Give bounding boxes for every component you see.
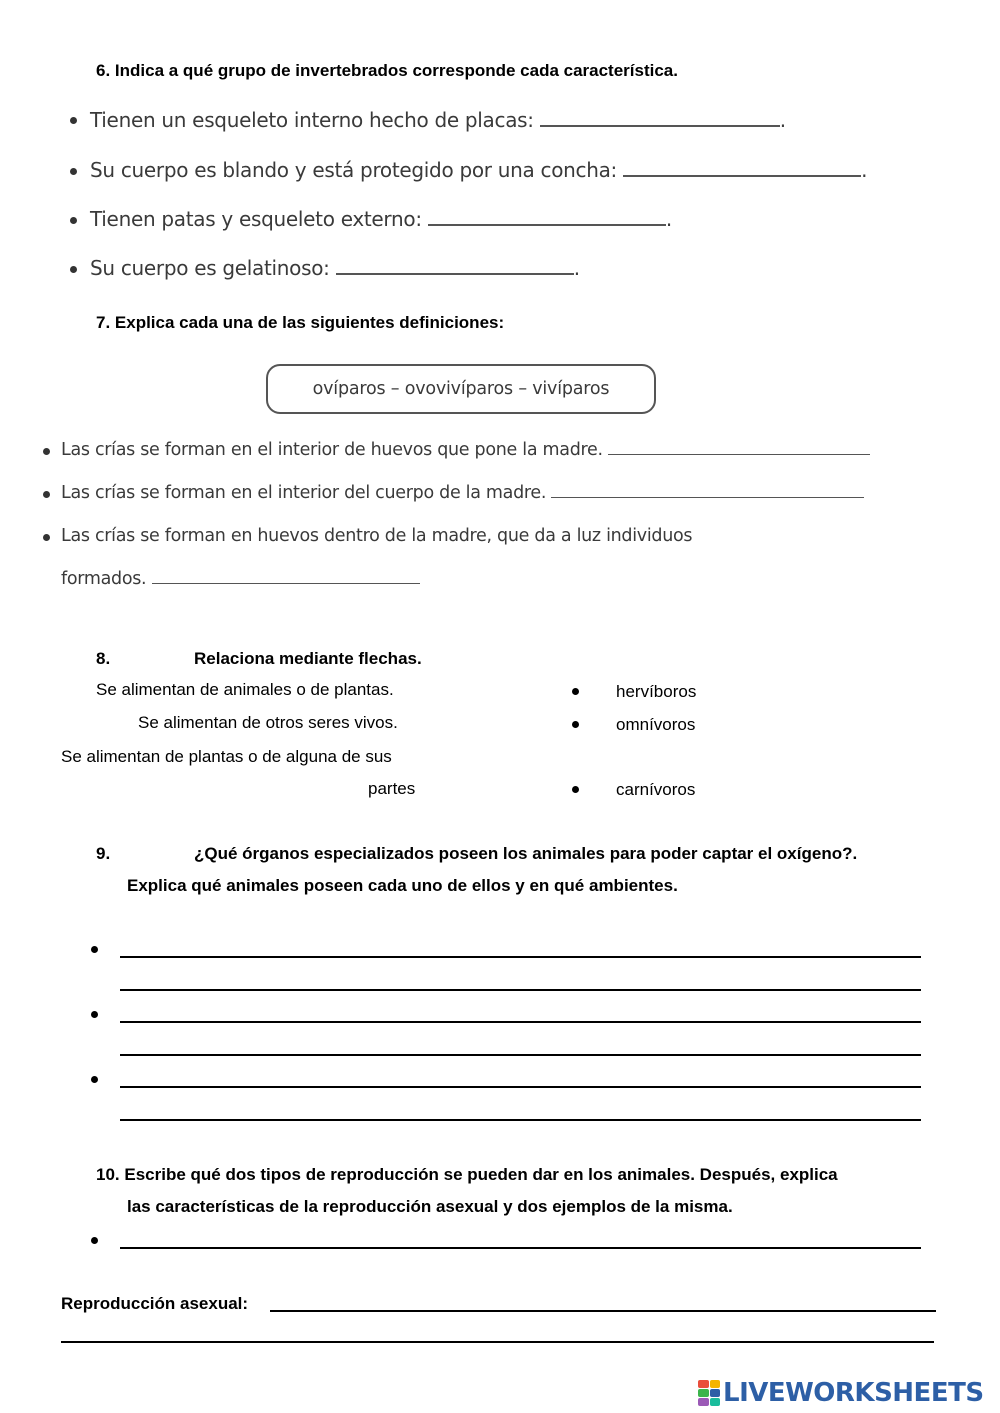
end-mark: . (779, 108, 786, 132)
q6-item-1 (90, 108, 786, 132)
bullet (43, 534, 50, 541)
bullet (91, 1237, 98, 1244)
answer-line[interactable] (120, 956, 921, 958)
bullet (91, 1011, 98, 1018)
question-10-line-2: las características de la reproducción asexual y dos ejemplos de la misma. (127, 1197, 733, 1216)
answer-line[interactable] (120, 1119, 921, 1121)
answer-blank[interactable] (428, 223, 666, 226)
end-mark: . (665, 207, 672, 231)
bullet (70, 266, 77, 273)
q7-item-2-text: Las crías se forman en el interior del cuerpo de la madre. (61, 483, 547, 503)
answer-blank[interactable] (336, 272, 574, 275)
q8-left-3-cont: partes (368, 779, 416, 798)
answer-line[interactable] (61, 1341, 934, 1343)
q7-item-1 (61, 440, 870, 460)
q7-item-2 (61, 483, 864, 503)
question-9-number: 9. (96, 844, 111, 863)
q8-left-3: Se alimentan de plantas o de alguna de sus (61, 747, 392, 766)
liveworksheets-logo (698, 1378, 984, 1408)
answer-line[interactable] (120, 989, 921, 991)
q6-item-3-text: Tienen patas y esqueleto externo: (90, 207, 422, 231)
question-10-line-1: 10. Escribe qué dos tipos de reproducción se pueden dar en los animales. Después, explica (96, 1165, 838, 1184)
q8-left-2: Se alimentan de otros seres vivos. (138, 713, 398, 732)
question-8-number: 8. (96, 649, 111, 668)
q7-item-3-cont (61, 569, 420, 589)
answer-line[interactable] (270, 1310, 936, 1312)
q8-right-2[interactable]: omnívoros (616, 715, 696, 734)
bullet (572, 688, 579, 695)
bullet (572, 721, 579, 728)
bullet (70, 217, 77, 224)
bullet (91, 946, 98, 953)
terms-box-text: ovíparos – ovovivíparos – vivíparos (312, 379, 610, 399)
q6-item-4-text: Su cuerpo es gelatinoso: (90, 256, 330, 280)
q6-item-1-text: Tienen un esqueleto interno hecho de placas: (90, 108, 534, 132)
q7-item-3-cont-text: formados. (61, 569, 147, 589)
q6-item-3 (90, 207, 672, 231)
q6-item-2-text: Su cuerpo es blando y está protegido por una concha: (90, 158, 617, 182)
logo-icon (698, 1380, 720, 1406)
question-9-subtitle: Explica qué animales poseen cada uno de ellos y en qué ambientes. (127, 876, 678, 895)
bullet (70, 117, 77, 124)
answer-line[interactable] (120, 1054, 921, 1056)
bullet (43, 491, 50, 498)
logo-text: LIVEWORKSHEETS (723, 1378, 984, 1408)
q8-left-1: Se alimentan de animales o de plantas. (96, 680, 394, 699)
question-7-title: 7. Explica cada una de las siguientes definiciones: (96, 313, 505, 332)
q6-item-2 (90, 158, 867, 182)
answer-line[interactable] (120, 1247, 921, 1249)
answer-blank[interactable] (551, 496, 864, 498)
answer-line[interactable] (120, 1021, 921, 1023)
end-mark: . (861, 158, 868, 182)
question-6-title: 6. Indica a qué grupo de invertebrados corresponde cada característica. (96, 61, 678, 80)
bullet (572, 786, 579, 793)
bullet (91, 1076, 98, 1083)
asexual-label: Reproducción asexual: (61, 1294, 249, 1313)
q7-item-1-text: Las crías se forman en el interior de huevos que pone la madre. (61, 440, 603, 460)
q8-right-3[interactable]: carnívoros (616, 780, 696, 799)
q6-item-4 (90, 256, 580, 280)
answer-line[interactable] (120, 1086, 921, 1088)
answer-blank[interactable] (152, 582, 420, 584)
question-8-title: Relaciona mediante flechas. (194, 649, 422, 668)
question-9-title: ¿Qué órganos especializados poseen los animales para poder captar el oxígeno?. (194, 844, 858, 863)
answer-blank[interactable] (608, 453, 870, 455)
answer-blank[interactable] (540, 124, 780, 127)
end-mark: . (573, 256, 580, 280)
q7-item-3: Las crías se forman en huevos dentro de la madre, que da a luz individuos (61, 526, 693, 546)
q8-right-1[interactable]: hervíboros (616, 682, 697, 701)
terms-box (266, 364, 656, 414)
bullet (70, 168, 77, 175)
answer-blank[interactable] (623, 174, 861, 177)
bullet (43, 448, 50, 455)
